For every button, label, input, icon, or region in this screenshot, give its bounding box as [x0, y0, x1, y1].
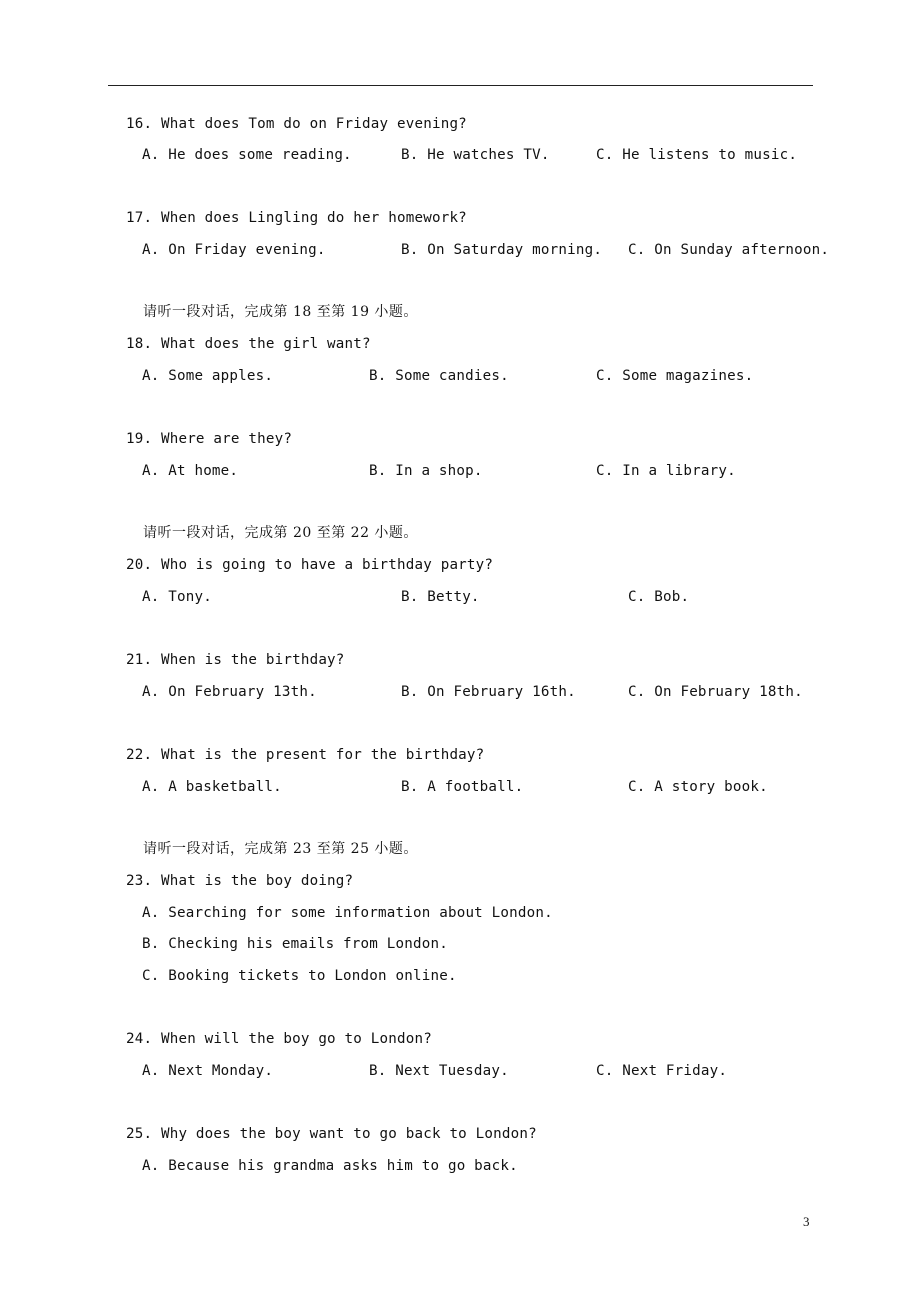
q23-option-a: A. Searching for some information about London.: [142, 905, 553, 921]
section-instruction-18-19: 请听一段对话，完成第 18 至第 19 小题。: [143, 304, 418, 320]
q20-option-b: B. Betty.: [401, 589, 480, 605]
q19-option-c: C. In a library.: [596, 463, 736, 479]
q20-option-c: C. Bob.: [628, 589, 690, 605]
q20-option-a: A. Tony.: [142, 589, 212, 605]
q18-option-c: C. Some magazines.: [596, 368, 754, 384]
question-17: 17. When does Lingling do her homework?: [126, 210, 467, 226]
question-16: 16. What does Tom do on Friday evening?: [126, 116, 467, 132]
section-instruction-20-22: 请听一段对话，完成第 20 至第 22 小题。: [143, 525, 418, 541]
question-22: 22. What is the present for the birthday?: [126, 747, 485, 763]
question-19: 19. Where are they?: [126, 431, 293, 447]
q16-option-a: A. He does some reading.: [142, 147, 352, 163]
question-20: 20. Who is going to have a birthday party?: [126, 557, 494, 573]
question-23: 23. What is the boy doing?: [126, 873, 354, 889]
question-18: 18. What does the girl want?: [126, 336, 371, 352]
q22-option-c: C. A story book.: [628, 779, 768, 795]
q25-option-a: A. Because his grandma asks him to go back.: [142, 1158, 518, 1174]
q24-option-a: A. Next Monday.: [142, 1063, 274, 1079]
q17-option-a: A. On Friday evening.: [142, 242, 326, 258]
q23-option-b: B. Checking his emails from London.: [142, 936, 448, 952]
q16-option-c: C. He listens to music.: [596, 147, 798, 163]
q19-option-a: A. At home.: [142, 463, 239, 479]
q17-option-b: B. On Saturday morning.: [401, 242, 603, 258]
q18-option-a: A. Some apples.: [142, 368, 274, 384]
q17-option-c: C. On Sunday afternoon.: [628, 242, 830, 258]
q22-option-a: A. A basketball.: [142, 779, 282, 795]
q18-option-b: B. Some candies.: [369, 368, 509, 384]
section-instruction-23-25: 请听一段对话，完成第 23 至第 25 小题。: [143, 841, 418, 857]
question-25: 25. Why does the boy want to go back to London?: [126, 1126, 537, 1142]
question-21: 21. When is the birthday?: [126, 652, 345, 668]
q19-option-b: B. In a shop.: [369, 463, 483, 479]
q16-option-b: B. He watches TV.: [401, 147, 550, 163]
page-number: 3: [803, 1214, 810, 1229]
header-rule: [108, 85, 813, 86]
q21-option-c: C. On February 18th.: [628, 684, 803, 700]
q23-option-c: C. Booking tickets to London online.: [142, 968, 457, 984]
q24-option-c: C. Next Friday.: [596, 1063, 728, 1079]
q24-option-b: B. Next Tuesday.: [369, 1063, 509, 1079]
q21-option-b: B. On February 16th.: [401, 684, 576, 700]
question-24: 24. When will the boy go to London?: [126, 1031, 432, 1047]
q21-option-a: A. On February 13th.: [142, 684, 317, 700]
q22-option-b: B. A football.: [401, 779, 524, 795]
